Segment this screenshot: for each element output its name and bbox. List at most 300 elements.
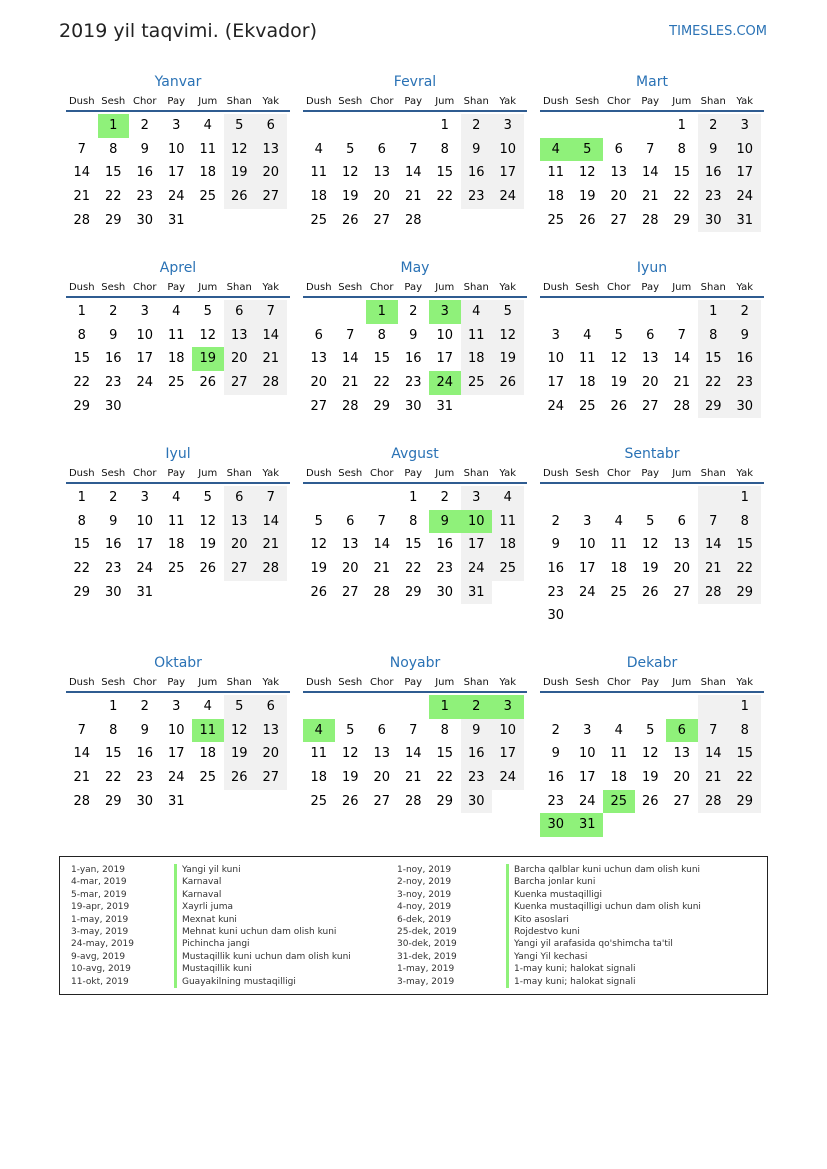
- weekday-label: Sesh: [575, 468, 600, 479]
- day-cell: 22: [729, 557, 761, 581]
- legend-holiday-date: 30-dek, 2019: [397, 939, 457, 950]
- empty-cell: [666, 300, 698, 324]
- day-cell: 3: [492, 114, 524, 138]
- empty-cell: [698, 486, 730, 510]
- weekday-label: Jum: [435, 282, 455, 293]
- weekday-label: Shan: [463, 282, 489, 293]
- day-cell: 13: [610, 165, 628, 181]
- day-cell: 26: [224, 766, 256, 790]
- month-name: Iyul: [165, 446, 191, 462]
- empty-cell: [635, 813, 667, 837]
- day-cell: 9: [409, 327, 418, 343]
- day-cell: 30: [436, 584, 454, 600]
- day-cell: 22: [729, 766, 761, 790]
- day-cell: 13: [673, 537, 691, 553]
- weekday-header: [303, 278, 527, 298]
- day-cell: 9: [551, 746, 560, 762]
- day-cell: 2: [409, 304, 418, 319]
- empty-cell: [492, 790, 524, 814]
- day-cell: 20: [255, 742, 287, 766]
- day-cell: 7: [677, 327, 686, 343]
- day-cell: 31: [167, 793, 185, 809]
- day-cell: 27: [310, 398, 328, 414]
- weekday-header: [66, 673, 290, 693]
- day-cell: 3: [429, 300, 461, 324]
- day-cell: 5: [646, 513, 655, 529]
- day-cell: 1: [409, 490, 418, 505]
- weekday-label: Yak: [736, 282, 754, 293]
- month-name: Avgust: [391, 446, 439, 462]
- day-cell: 5: [224, 695, 256, 719]
- day-cell: 28: [73, 793, 91, 809]
- day-cell: 5: [614, 327, 623, 343]
- day-cell: 26: [641, 793, 659, 809]
- day-cell: 14: [698, 533, 730, 557]
- day-cell: 11: [492, 510, 524, 534]
- day-cell: 10: [136, 513, 154, 529]
- day-cell: 3: [583, 722, 592, 738]
- day-cell: 14: [641, 165, 659, 181]
- day-cell: 6: [677, 513, 686, 529]
- day-cell: 15: [698, 347, 730, 371]
- legend-holiday-date: 3-noy, 2019: [397, 889, 452, 900]
- day-cell: 1: [109, 699, 118, 714]
- day-cell: 7: [255, 300, 287, 324]
- day-cell: 18: [578, 375, 596, 391]
- day-cell: 6: [224, 300, 256, 324]
- day-cell: 5: [572, 138, 604, 162]
- day-cell: 7: [698, 719, 730, 743]
- day-cell: 29: [404, 584, 422, 600]
- page-title: 2019 yil taqvimi. (Ekvador): [59, 20, 317, 42]
- day-cell: 23: [547, 793, 565, 809]
- empty-cell: [572, 695, 604, 719]
- day-cell: 24: [136, 561, 154, 577]
- weekday-label: Chor: [369, 282, 394, 293]
- legend-holiday-name: Yangi yil arafasida qo'shimcha ta'til: [506, 938, 701, 950]
- weekday-label: Shan: [463, 468, 489, 479]
- day-cell: 4: [492, 486, 524, 510]
- days-grid: [540, 695, 764, 837]
- day-cell: 21: [673, 375, 691, 391]
- empty-cell: [335, 486, 367, 510]
- day-cell: 13: [255, 138, 287, 162]
- weekday-label: Dush: [68, 677, 95, 688]
- weekday-label: Pay: [167, 468, 186, 479]
- weekday-label: Jum: [435, 677, 455, 688]
- day-cell: 12: [341, 165, 359, 181]
- empty-cell: [429, 209, 461, 233]
- month-noyabr: [303, 653, 527, 813]
- empty-cell: [572, 486, 604, 510]
- day-cell: 16: [404, 351, 422, 367]
- day-cell: 28: [73, 212, 91, 228]
- weekday-label: Chor: [606, 468, 631, 479]
- weekday-header: [540, 464, 764, 484]
- day-cell: 23: [104, 375, 122, 391]
- weekday-label: Jum: [198, 468, 218, 479]
- day-cell: 22: [73, 375, 91, 391]
- empty-cell: [729, 604, 761, 628]
- day-cell: 9: [429, 510, 461, 534]
- empty-cell: [603, 604, 635, 628]
- weekday-label: Jum: [435, 468, 455, 479]
- legend-holiday-date: 3-may, 2019: [397, 976, 455, 987]
- day-cell: 13: [310, 351, 328, 367]
- day-cell: 27: [373, 212, 391, 228]
- legend-holiday-name: Barcha qalblar kuni uchun dam olish kuni: [506, 864, 701, 876]
- month-oktabr: [66, 653, 290, 813]
- day-cell: 18: [610, 770, 628, 786]
- day-cell: 8: [109, 141, 118, 157]
- day-cell: 24: [429, 371, 461, 395]
- day-cell: 13: [341, 537, 359, 553]
- holiday-legend: [59, 856, 768, 995]
- day-cell: 6: [646, 327, 655, 343]
- day-cell: 24: [578, 793, 596, 809]
- legend-left-names: [174, 864, 351, 988]
- day-cell: 4: [540, 138, 572, 162]
- day-cell: 25: [578, 398, 596, 414]
- weekday-label: Shan: [463, 96, 489, 107]
- site-link[interactable]: TIMESLES.COM: [669, 24, 767, 39]
- weekday-label: Shan: [226, 468, 252, 479]
- days-grid: [66, 300, 290, 418]
- day-cell: 28: [373, 584, 391, 600]
- weekday-label: Dush: [305, 677, 332, 688]
- day-cell: 27: [224, 371, 256, 395]
- day-cell: 5: [203, 304, 212, 319]
- legend-holiday-name: Rojdestvo kuni: [506, 926, 701, 938]
- day-cell: 16: [136, 165, 154, 181]
- day-cell: 20: [673, 561, 691, 577]
- weekday-label: Jum: [672, 677, 692, 688]
- day-cell: 26: [224, 185, 256, 209]
- day-cell: 5: [346, 722, 355, 738]
- weekday-label: Pay: [641, 282, 660, 293]
- day-cell: 18: [310, 770, 328, 786]
- day-cell: 23: [461, 185, 493, 209]
- day-cell: 16: [136, 746, 154, 762]
- day-cell: 8: [729, 719, 761, 743]
- empty-cell: [192, 209, 224, 233]
- month-name: Mart: [636, 74, 668, 90]
- empty-cell: [461, 209, 493, 233]
- empty-cell: [635, 695, 667, 719]
- empty-cell: [161, 581, 193, 605]
- day-cell: 12: [199, 513, 217, 529]
- weekday-label: Yak: [499, 677, 517, 688]
- day-cell: 4: [461, 300, 493, 324]
- day-cell: 22: [104, 189, 122, 205]
- day-cell: 10: [461, 510, 493, 534]
- day-cell: 4: [614, 722, 623, 738]
- day-cell: 22: [404, 561, 422, 577]
- day-cell: 27: [641, 398, 659, 414]
- day-cell: 5: [492, 300, 524, 324]
- legend-holiday-name: Karnaval: [174, 876, 351, 888]
- legend-holiday-name: Kito asoslari: [506, 914, 701, 926]
- day-cell: 16: [729, 347, 761, 371]
- empty-cell: [303, 300, 335, 324]
- day-cell: 13: [224, 510, 256, 534]
- day-cell: 16: [547, 561, 565, 577]
- day-cell: 7: [77, 141, 86, 157]
- day-cell: 24: [167, 189, 185, 205]
- day-cell: 10: [729, 138, 761, 162]
- day-cell: 20: [373, 770, 391, 786]
- day-cell: 12: [199, 327, 217, 343]
- weekday-label: Jum: [672, 96, 692, 107]
- day-cell: 19: [224, 161, 256, 185]
- month-name: May: [400, 260, 430, 276]
- day-cell: 6: [377, 722, 386, 738]
- day-cell: 21: [255, 533, 287, 557]
- day-cell: 31: [461, 581, 493, 605]
- day-cell: 26: [341, 212, 359, 228]
- legend-holiday-name: Xayrli juma: [174, 901, 351, 913]
- day-cell: 6: [666, 719, 698, 743]
- empty-cell: [335, 695, 367, 719]
- day-cell: 16: [104, 537, 122, 553]
- weekday-label: Dush: [542, 282, 569, 293]
- days-grid: [66, 486, 290, 604]
- day-cell: 23: [461, 766, 493, 790]
- weekday-label: Chor: [369, 96, 394, 107]
- weekday-label: Shan: [226, 282, 252, 293]
- day-cell: 28: [404, 212, 422, 228]
- day-cell: 28: [698, 790, 730, 814]
- day-cell: 17: [436, 351, 454, 367]
- day-cell: 10: [436, 327, 454, 343]
- weekday-label: Yak: [262, 468, 280, 479]
- day-cell: 26: [492, 371, 524, 395]
- weekday-label: Shan: [700, 677, 726, 688]
- day-cell: 25: [167, 561, 185, 577]
- day-cell: 11: [199, 141, 217, 157]
- legend-holiday-date: 4-noy, 2019: [397, 902, 452, 913]
- day-cell: 7: [409, 722, 418, 738]
- day-cell: 21: [341, 375, 359, 391]
- empty-cell: [192, 395, 224, 419]
- weekday-label: Chor: [369, 468, 394, 479]
- day-cell: 12: [610, 351, 628, 367]
- weekday-label: Dush: [305, 468, 332, 479]
- legend-holiday-date: 1-may, 2019: [71, 914, 129, 925]
- month-aprel: [66, 258, 290, 418]
- day-cell: 12: [224, 719, 256, 743]
- day-cell: 22: [73, 561, 91, 577]
- days-grid: [540, 114, 764, 232]
- day-cell: 11: [310, 165, 328, 181]
- day-cell: 26: [578, 212, 596, 228]
- day-cell: 2: [440, 490, 449, 505]
- empty-cell: [303, 486, 335, 510]
- empty-cell: [666, 695, 698, 719]
- day-cell: 5: [224, 114, 256, 138]
- day-cell: 5: [203, 490, 212, 505]
- day-cell: 3: [172, 118, 181, 133]
- day-cell: 21: [373, 561, 391, 577]
- day-cell: 20: [224, 347, 256, 371]
- day-cell: 29: [436, 793, 454, 809]
- day-cell: 16: [461, 161, 493, 185]
- day-cell: 11: [167, 327, 185, 343]
- day-cell: 2: [729, 300, 761, 324]
- day-cell: 21: [698, 557, 730, 581]
- month-yanvar: [66, 72, 290, 232]
- day-cell: 2: [109, 304, 118, 319]
- day-cell: 17: [461, 533, 493, 557]
- empty-cell: [572, 604, 604, 628]
- legend-holiday-date: 1-yan, 2019: [71, 865, 125, 875]
- day-cell: 18: [167, 351, 185, 367]
- weekday-label: Sesh: [575, 282, 600, 293]
- empty-cell: [335, 300, 367, 324]
- empty-cell: [129, 395, 161, 419]
- weekday-header: [303, 464, 527, 484]
- empty-cell: [698, 604, 730, 628]
- day-cell: 8: [677, 141, 686, 157]
- weekday-label: Sesh: [338, 677, 363, 688]
- day-cell: 17: [547, 375, 565, 391]
- weekday-label: Pay: [404, 282, 423, 293]
- day-cell: 12: [341, 746, 359, 762]
- weekday-label: Dush: [68, 96, 95, 107]
- day-cell: 15: [436, 165, 454, 181]
- empty-cell: [303, 114, 335, 138]
- day-cell: 29: [729, 581, 761, 605]
- day-cell: 8: [440, 141, 449, 157]
- day-cell: 16: [436, 537, 454, 553]
- day-cell: 20: [673, 770, 691, 786]
- month-name: Iyun: [636, 260, 668, 276]
- day-cell: 27: [610, 212, 628, 228]
- day-cell: 2: [551, 722, 560, 738]
- weekday-label: Dush: [305, 282, 332, 293]
- day-cell: 26: [641, 584, 659, 600]
- day-cell: 1: [366, 300, 398, 324]
- legend-holiday-date: 2-noy, 2019: [397, 877, 452, 888]
- weekday-header: [66, 278, 290, 298]
- empty-cell: [540, 695, 572, 719]
- weekday-label: Sesh: [101, 282, 126, 293]
- day-cell: 2: [461, 114, 493, 138]
- empty-cell: [540, 300, 572, 324]
- day-cell: 18: [610, 561, 628, 577]
- day-cell: 26: [610, 398, 628, 414]
- day-cell: 31: [572, 813, 604, 837]
- day-cell: 15: [729, 742, 761, 766]
- empty-cell: [303, 695, 335, 719]
- day-cell: 18: [492, 533, 524, 557]
- day-cell: 5: [314, 513, 323, 529]
- weekday-label: Sesh: [575, 96, 600, 107]
- weekday-label: Jum: [672, 282, 692, 293]
- day-cell: 18: [199, 746, 217, 762]
- empty-cell: [224, 581, 256, 605]
- day-cell: 23: [436, 561, 454, 577]
- weekday-header: [540, 278, 764, 298]
- day-cell: 17: [492, 161, 524, 185]
- day-cell: 11: [192, 719, 224, 743]
- day-cell: 29: [104, 793, 122, 809]
- day-cell: 31: [436, 398, 454, 414]
- legend-right-dates: [397, 864, 457, 988]
- month-name: Dekabr: [626, 655, 678, 671]
- weekday-label: Shan: [226, 96, 252, 107]
- empty-cell: [603, 695, 635, 719]
- day-cell: 28: [673, 398, 691, 414]
- day-cell: 14: [673, 351, 691, 367]
- day-cell: 19: [641, 770, 659, 786]
- weekday-label: Yak: [262, 96, 280, 107]
- day-cell: 12: [492, 324, 524, 348]
- empty-cell: [492, 395, 524, 419]
- day-cell: 23: [404, 375, 422, 391]
- day-cell: 9: [109, 327, 118, 343]
- weekday-label: Jum: [672, 468, 692, 479]
- day-cell: 3: [172, 699, 181, 714]
- day-cell: 24: [547, 398, 565, 414]
- day-cell: 15: [436, 746, 454, 762]
- weekday-label: Dush: [542, 96, 569, 107]
- day-cell: 17: [578, 770, 596, 786]
- day-cell: 8: [377, 327, 386, 343]
- day-cell: 3: [140, 304, 149, 319]
- weekday-label: Shan: [226, 677, 252, 688]
- empty-cell: [161, 395, 193, 419]
- day-cell: 19: [341, 189, 359, 205]
- day-cell: 27: [673, 584, 691, 600]
- day-cell: 24: [578, 584, 596, 600]
- empty-cell: [366, 114, 398, 138]
- day-cell: 19: [341, 770, 359, 786]
- day-cell: 8: [77, 513, 86, 529]
- day-cell: 31: [136, 584, 154, 600]
- day-cell: 4: [614, 513, 623, 529]
- weekday-header: [66, 92, 290, 112]
- month-avgust: [303, 444, 527, 604]
- day-cell: 6: [377, 141, 386, 157]
- day-cell: 10: [492, 138, 524, 162]
- weekday-label: Sesh: [338, 282, 363, 293]
- day-cell: 7: [698, 510, 730, 534]
- day-cell: 19: [192, 347, 224, 371]
- weekday-label: Jum: [435, 96, 455, 107]
- day-cell: 8: [409, 513, 418, 529]
- day-cell: 14: [404, 165, 422, 181]
- weekday-label: Dush: [542, 468, 569, 479]
- empty-cell: [398, 695, 430, 719]
- day-cell: 15: [104, 746, 122, 762]
- day-cell: 27: [255, 185, 287, 209]
- day-cell: 6: [255, 695, 287, 719]
- day-cell: 6: [314, 327, 323, 343]
- day-cell: 23: [136, 770, 154, 786]
- day-cell: 11: [167, 513, 185, 529]
- weekday-label: Pay: [641, 96, 660, 107]
- day-cell: 16: [698, 161, 730, 185]
- day-cell: 22: [698, 371, 730, 395]
- day-cell: 28: [641, 212, 659, 228]
- day-cell: 14: [404, 746, 422, 762]
- day-cell: 9: [698, 138, 730, 162]
- day-cell: 10: [492, 719, 524, 743]
- day-cell: 15: [104, 165, 122, 181]
- legend-holiday-date: 19-apr, 2019: [71, 902, 130, 913]
- day-cell: 14: [373, 537, 391, 553]
